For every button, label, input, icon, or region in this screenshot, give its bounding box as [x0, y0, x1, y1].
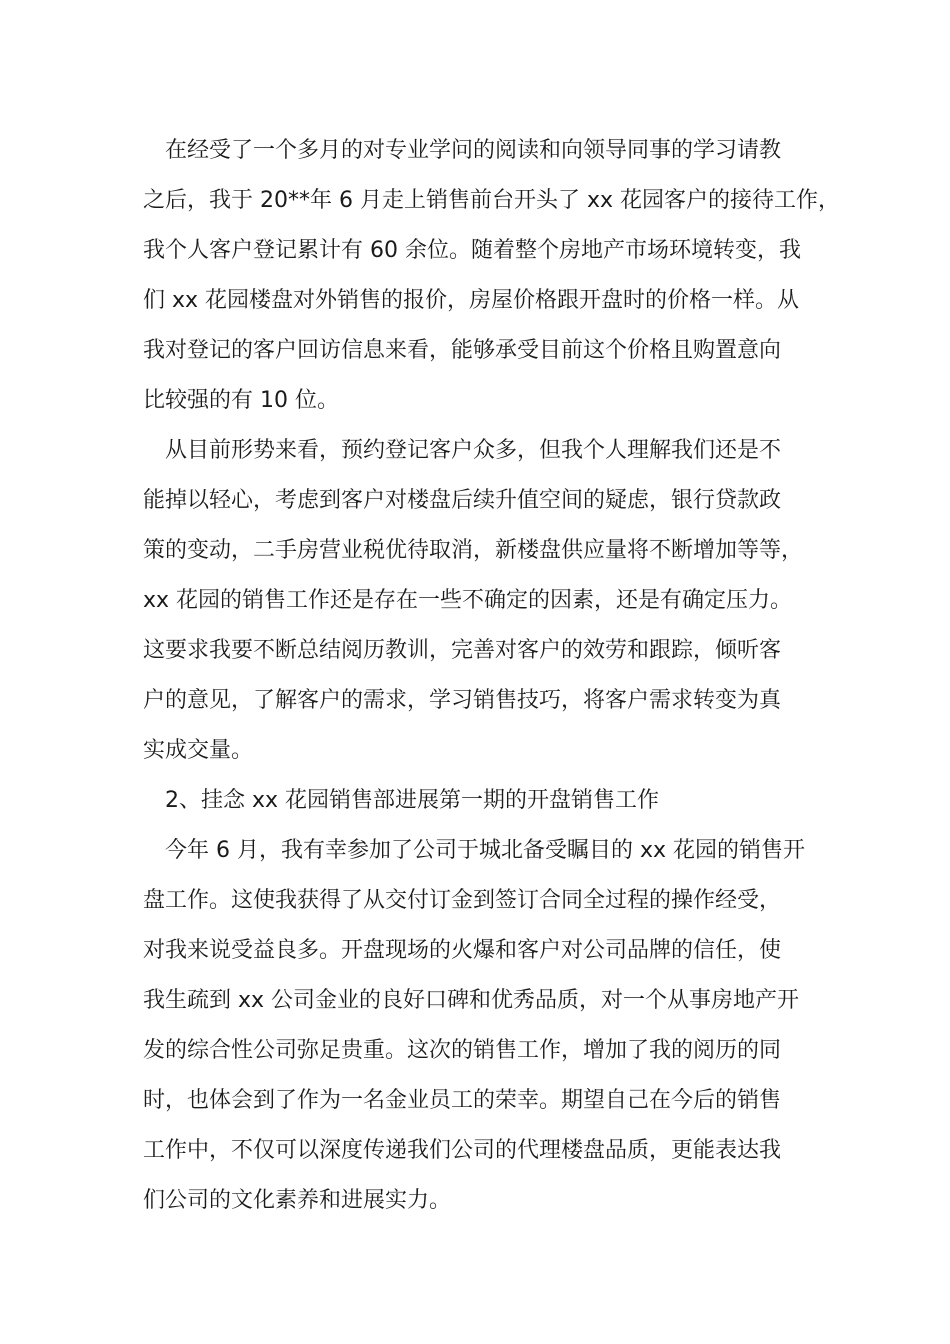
text-line: 我对登记的客户回访信息来看，能够承受目前这个价格且购置意向 [143, 338, 782, 363]
text-line: 比较强的有 10 位。 [143, 388, 339, 413]
paragraph-3 [143, 826, 810, 1226]
text-line: 之后，我于 20**年 6 月走上销售前台开头了 xx 花园客户的接待工作， [143, 188, 840, 213]
heading-line: 2、挂念 xx 花园销售部进展第一期的开盘销售工作 [165, 788, 660, 813]
text-line: 策的变动，二手房营业税优待取消，新楼盘供应量将不断增加等等， [143, 538, 804, 563]
section-heading [143, 776, 810, 826]
text-line: 这要求我要不断总结阅历教训，完善对客户的效劳和跟踪，倾听客 [143, 638, 782, 663]
text-line: 盘工作。这使我获得了从交付订金到签订合同全过程的操作经受， [143, 888, 782, 913]
paragraph-1 [143, 126, 840, 426]
text-line: 时，也体会到了作为一名金业员工的荣幸。期望自己在今后的销售 [143, 1088, 782, 1113]
text-line: 从目前形势来看，预约登记客户众多，但我个人理解我们还是不 [165, 438, 782, 463]
text-line: 我个人客户登记累计有 60 余位。随着整个房地产市场环境转变，我 [143, 238, 801, 263]
text-line: 发的综合性公司弥足贵重。这次的销售工作，增加了我的阅历的同 [143, 1038, 782, 1063]
text-line: 对我来说受益良多。开盘现场的火爆和客户对公司品牌的信任，使 [143, 938, 782, 963]
text-line: 能掉以轻心，考虑到客户对楼盘后续升值空间的疑虑，银行贷款政 [143, 488, 782, 513]
paragraph-2 [143, 426, 810, 776]
text-line: 在经受了一个多月的对专业学问的阅读和向领导同事的学习请教 [165, 138, 782, 163]
text-line: xx 花园的销售工作还是存在一些不确定的因素，还是有确定压力。 [143, 588, 793, 613]
text-line: 们 xx 花园楼盘对外销售的报价，房屋价格跟开盘时的价格一样。从 [143, 288, 800, 313]
text-line: 我生疏到 xx 公司金业的良好口碑和优秀品质，对一个从事房地产开 [143, 988, 800, 1013]
text-line: 实成交量。 [143, 738, 254, 763]
text-line: 工作中，不仅可以深度传递我们公司的代理楼盘品质，更能表达我 [143, 1138, 782, 1163]
text-line: 今年 6 月，我有幸参加了公司于城北备受瞩目的 xx 花园的销售开 [165, 838, 806, 863]
document-body [143, 126, 840, 1226]
text-line: 们公司的文化素养和进展实力。 [143, 1188, 452, 1213]
text-line: 户的意见，了解客户的需求，学习销售技巧，将客户需求转变为真 [143, 688, 782, 713]
